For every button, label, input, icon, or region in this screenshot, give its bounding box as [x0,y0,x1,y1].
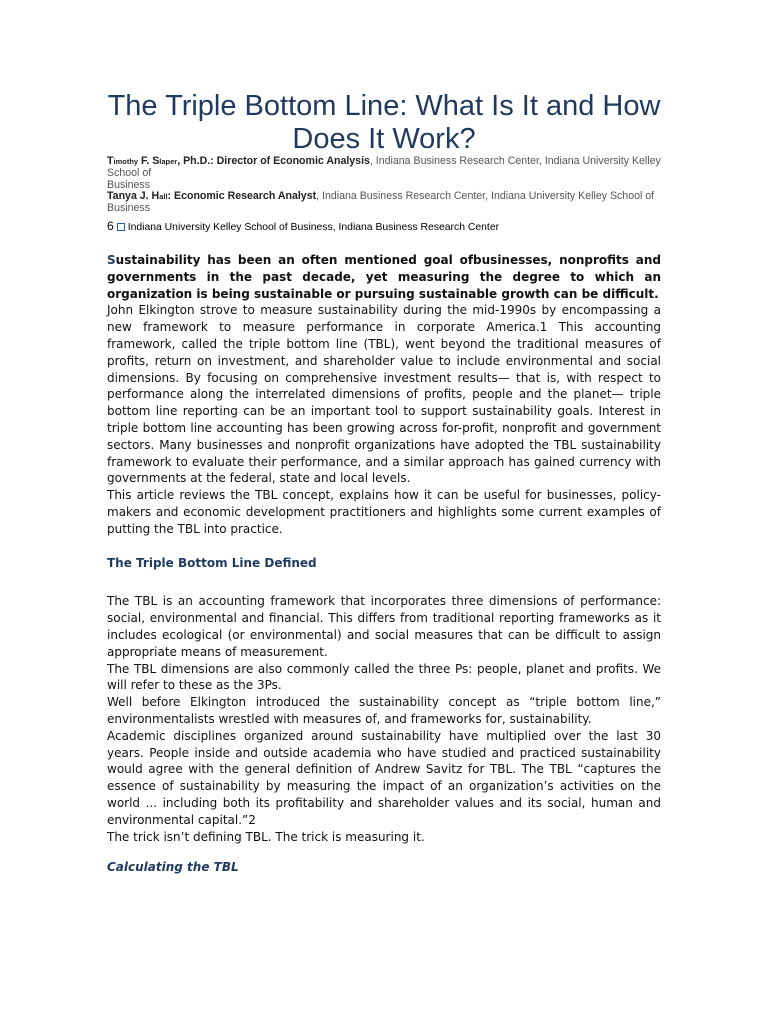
lead-text: ustainability has been an often mentioned goal ofbusinesses, nonprofits and governments in the past decade, yet measuring the degree to which an organization is being sustainable or pursuing sustainable growth can be difficult. [107,253,661,301]
author-1-first-initial: T [107,155,114,167]
author-2-name-initial: Tanya J. H [107,190,160,203]
author-1-affiliation: , Indiana Business Research Center, Indiana University Kelley School of [107,155,661,179]
article-body [107,252,661,876]
section1-paragraph-5: The trick isn’t defining TBL. The trick is measuring it. [107,829,425,844]
author-1-affiliation-cont: Business [107,178,150,191]
intro-paragraph-2: This article reviews the TBL concept, explains how it can be useful for businesses, policy-makers and economic development practitioners and highlights some current examples of putting the TBL into practice. [107,488,661,536]
section-heading-tbl-defined: The Triple Bottom Line Defined [107,555,317,570]
author-1-last-rest: laper [159,157,178,166]
lead-initial: S [107,253,116,267]
section1-paragraph-1: The TBL is an accounting framework that incorporates three dimensions of performance: social, environmental and financial. This differs from traditional reporting frameworks as it includes ecological (or environmental) and social measures that can be difficult to assign appropriate means of measurement. [107,594,661,659]
lead-paragraph [107,252,661,302]
author-2-affiliation: , Indiana Business Research Center, Indiana University Kelley School of Business [107,190,655,215]
page-title: The Triple Bottom Line: What Is It and How Does It Work? [107,90,661,155]
section1-paragraph-3: Well before Elkington introduced the sustainability concept as “triple bottom line,” environmentalists wrestled with measures of, and frameworks for, sustainability. [107,695,661,726]
section1-paragraph-4: Academic disciplines organized around sustainability have multiplied over the last 30 years. People inside and outside academia who have studied and practiced sustainability would agree with the general definition of Andrew Savitz for TBL. The TBL “captures the essence of sustainability by measuring the impact of an organization’s activities on the world ... including both its profitability and shareholder values and its social, human and environmental capital.”2 [107,728,661,827]
intro-paragraph-1: John Elkington strove to measure sustainability during the mid-1990s by encompassing a new framework to measure performance in corporate America.1 This accounting framework, called the triple bottom line (TBL), went beyond the traditional measures of profits, return on investment, and shareholder value to include environmental and social dimensions. By focusing on comprehensive investment results— that is, with respect to performance along the interrelated dimensions of profits, people and the planet— triple bottom line reporting can be an important tool to support sustainability goals. Interest in triple bottom line accounting has been growing across for-profit, nonprofit and government sectors. Many businesses and nonprofit organizations have adopted the TBL sustainability framework to evaluate their performance, and a similar approach has gained currency with governments at the federal, state and local levels. [107,303,661,486]
author-1-first-rest: imothy [113,157,139,166]
author-1-last-initial: F. S [141,155,160,167]
section1-paragraph-2: The TBL dimensions are also commonly called the three Ps: people, planet and profits. We will refer to these as the 3Ps. [107,661,661,693]
source-affiliation: Indiana University Kelley School of Business, Indiana Business Research Center [127,221,500,233]
author-1-name [107,155,370,167]
square-icon [117,223,125,231]
author-2-role: : Economic Research Analyst [167,190,317,203]
author-2-name [107,190,316,202]
author-1 [107,156,662,191]
author-1-role: , Ph.D.: Director of Economic Analysis [177,155,370,167]
source-line [107,218,662,234]
section-heading-calculating: Calculating the TBL [107,860,239,875]
page-number: 6 [107,218,114,233]
author-block [107,156,662,234]
author-2 [107,191,662,215]
author-2-name-rest: all [159,192,168,202]
